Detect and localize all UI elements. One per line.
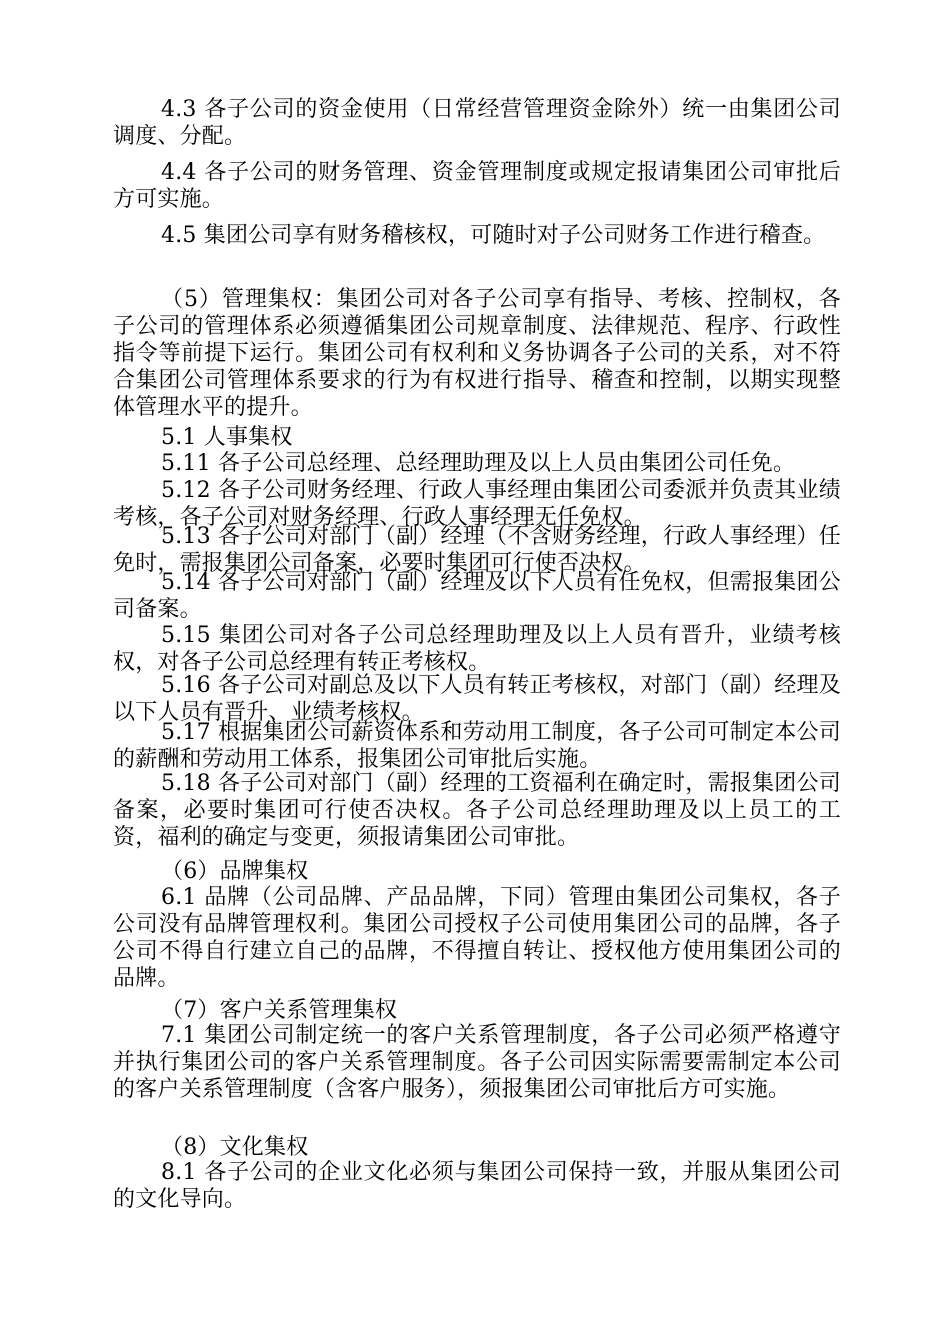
- paragraph-5-17: 5.17 根据集团公司薪资体系和劳动用工制度，各子公司可制定本公司的薪酬和劳动用工体系，报集团公司审批后实施。: [113, 720, 841, 772]
- paragraph-7-1: 7.1 集团公司制定统一的客户关系管理制度，各子公司必须严格遵守并执行集团公司的客户关系管理制度。各子公司因实际需要需制定本公司的客户关系管理制度（含客户服务），须报集团公司审批后方可实施。: [113, 1023, 841, 1102]
- heading-section-8: （8）文化集权: [161, 1135, 309, 1160]
- paragraph-8-1: 8.1 各子公司的企业文化必须与集团公司保持一致，并服从集团公司的文化导向。: [113, 1160, 841, 1212]
- paragraph-6-1: 6.1 品牌（公司品牌、产品品牌，下同）管理由集团公司集权，各子公司没有品牌管理权利。集团公司授权子公司使用集团公司的品牌，各子公司不得自行建立自己的品牌，不得擅自转让、授权他方使用集团公司的品牌。: [113, 885, 841, 991]
- paragraph-5-12: 5.12 各子公司财务经理、行政人事经理由集团公司委派并负责其业绩考核，各子公司对财务经理、行政人事经理无任免权。: [113, 478, 841, 530]
- heading-section-7: （7）客户关系管理集权: [161, 998, 398, 1023]
- paragraph-5-15: 5.15 集团公司对各子公司总经理助理及以上人员有晋升，业绩考核权，对各子公司总经理有转正考核权。: [113, 623, 841, 675]
- paragraph-4-4: 4.4 各子公司的财务管理、资金管理制度或规定报请集团公司审批后方可实施。: [113, 160, 841, 212]
- paragraph-5-13: 5.13 各子公司对部门（副）经理（不含财务经理，行政人事经理）任免时，需报集团公司备案，必要时集团可行使否决权。: [113, 524, 841, 576]
- paragraph-5-14: 5.14 各子公司对部门（副）经理及以下人员有任免权，但需报集团公司备案。: [113, 570, 841, 622]
- paragraph-section-5: （5）管理集权：集团公司对各子公司享有指导、考核、控制权，各子公司的管理体系必须遵循集团公司规章制度、法律规范、程序、行政性指令等前提下运行。集团公司有权利和义务协调各子公司的关系，对不符合集团公司管理体系要求的行为有权进行指导、稽查和控制，以期实现整体管理水平的提升。: [113, 287, 841, 420]
- paragraph-5-16: 5.16 各子公司对副总及以下人员有转正考核权，对部门（副）经理及以下人员有晋升、业绩考核权。: [113, 673, 841, 725]
- paragraph-4-5: 4.5 集团公司享有财务稽核权，可随时对子公司财务工作进行稽查。: [161, 223, 826, 248]
- paragraph-4-3: 4.3 各子公司的资金使用（日常经营管理资金除外）统一由集团公司调度、分配。: [113, 97, 841, 149]
- paragraph-5-11: 5.11 各子公司总经理、总经理助理及以上人员由集团公司任免。: [161, 451, 796, 476]
- paragraph-5-18: 5.18 各子公司对部门（副）经理的工资福利在确定时，需报集团公司备案，必要时集团可行使否决权。各子公司总经理助理及以上员工的工资，福利的确定与变更，须报请集团公司审批。: [113, 771, 841, 850]
- heading-5-1: 5.1 人事集权: [161, 425, 293, 450]
- heading-section-6: （6）品牌集权: [161, 859, 309, 884]
